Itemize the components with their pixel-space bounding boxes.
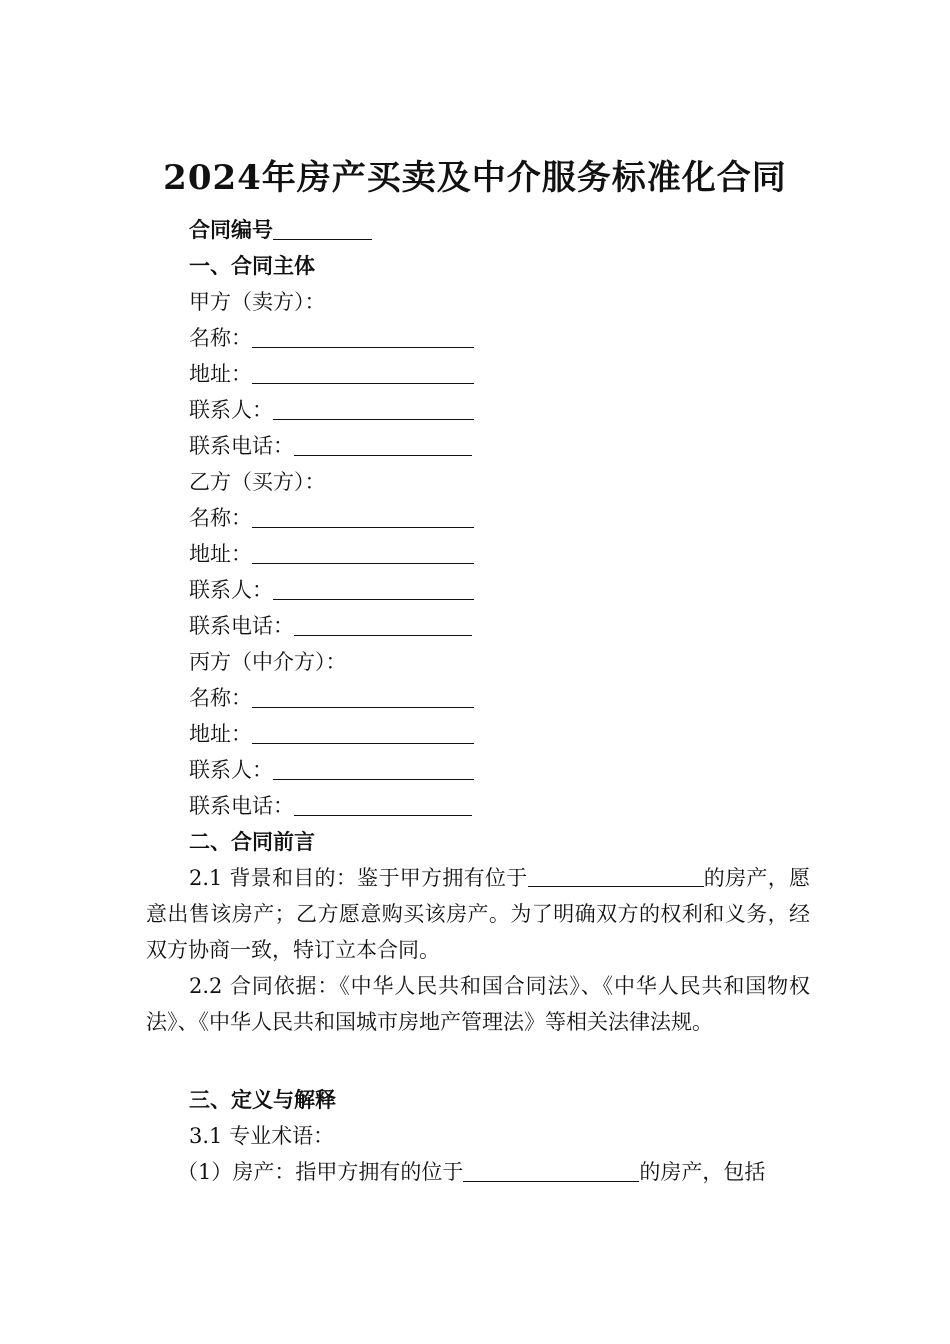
party-c-phone-line [189,788,472,824]
field-label: 联系电话： [189,794,294,818]
section-1-heading: 一、合同主体 [189,254,315,278]
party-b-name-line [189,500,474,536]
paragraph-text: 的房产，愿意出售该房产；乙方愿意购买该房产。为了明确双方的权利和义务，经双方协商一致，特订立本合同。 [146,866,810,962]
field-label: 联系人： [189,578,273,602]
field-label: 名称： [189,326,252,350]
section-3-heading: 三、定义与解释 [189,1088,336,1112]
paragraph-text: 2.1 背景和目的：鉴于甲方拥有位于 [189,866,528,890]
contract-number-line [189,212,372,248]
blank-line [252,500,474,528]
document-title: 2024年房产买卖及中介服务标准化合同 [163,158,787,198]
blank-line [294,428,472,456]
blank-line [252,356,474,384]
blank-line [273,572,474,600]
party-c-name-line [189,680,474,716]
blank-line [463,1154,639,1182]
party-c-label: 丙方（中介方）： [189,650,347,674]
contract-number-label: 合同编号 [189,218,273,242]
party-b-address-line [189,536,474,572]
item-3-1: 3.1 专业术语： [189,1124,335,1148]
party-a-name-line [189,320,474,356]
paragraph-text: （1）房产：指甲方拥有的位于 [177,1160,464,1184]
blank-line [294,788,472,816]
blank-line [528,860,704,887]
contract-number-blank [273,212,372,240]
section-2-heading: 二、合同前言 [189,830,315,854]
party-a-contact-line [189,392,474,428]
party-a-label: 甲方（卖方）： [189,290,326,314]
party-a-address-line [189,356,474,392]
field-label: 名称： [189,506,252,530]
blank-line [252,536,474,564]
party-b-phone-line [189,608,472,644]
party-c-address-line [189,716,474,752]
field-label: 名称： [189,686,252,710]
paragraph-2-2: 2.2 合同依据：《中华人民共和国合同法》、《中华人民共和国物权法》、《中华人民共和国城市房地产管理法》等相关法律法规。 [146,974,810,1034]
field-label: 地址： [189,542,252,566]
paragraph-2-1 [146,860,810,968]
blank-line [252,320,474,348]
field-label: 地址： [189,722,252,746]
party-a-phone-line [189,428,472,464]
field-label: 联系电话： [189,614,294,638]
field-label: 联系人： [189,758,273,782]
blank-line [294,608,472,636]
party-c-contact-line [189,752,474,788]
item-3-1-1 [177,1154,765,1190]
blank-line [273,392,474,420]
paragraph-text: 的房产，包括 [639,1160,766,1184]
field-label: 联系人： [189,398,273,422]
blank-line [252,680,474,708]
field-label: 地址： [189,362,252,386]
blank-line [273,752,474,780]
party-b-contact-line [189,572,474,608]
field-label: 联系电话： [189,434,294,458]
party-b-label: 乙方（买方）： [189,470,326,494]
blank-line [252,716,474,744]
